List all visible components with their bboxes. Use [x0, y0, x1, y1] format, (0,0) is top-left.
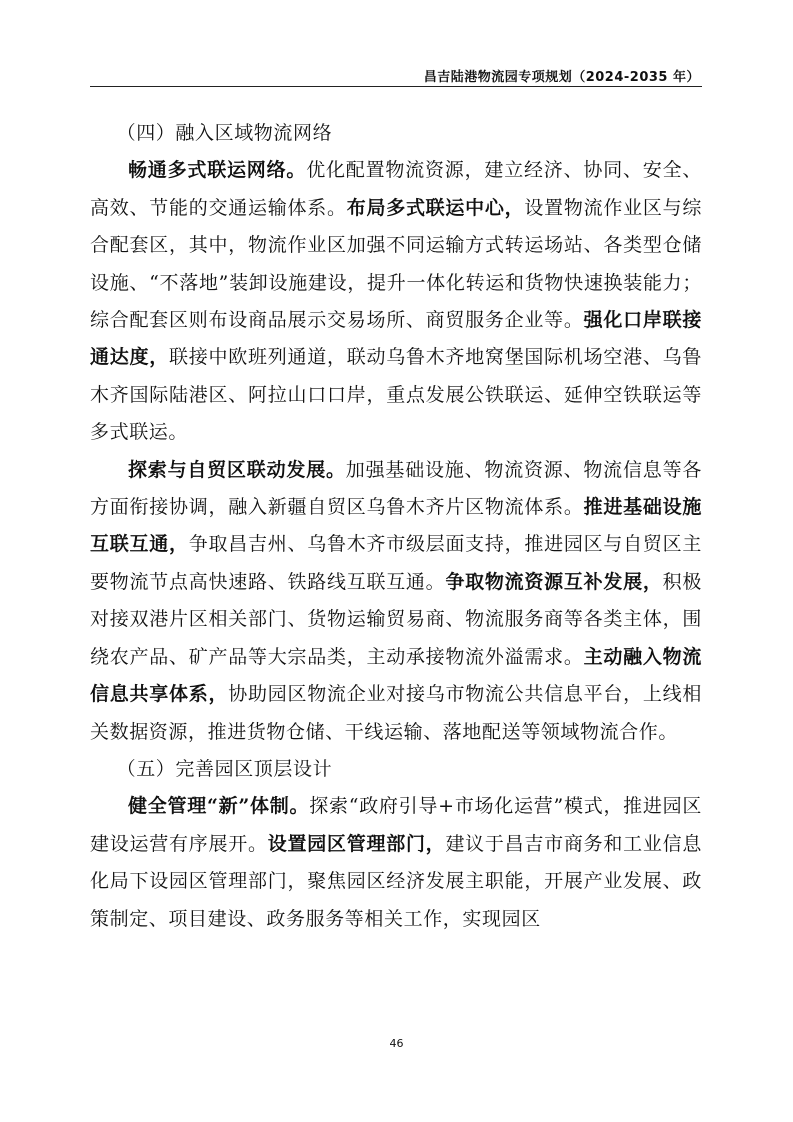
paragraph-free-trade-zone: [90, 452, 702, 751]
bold-lead: 畅通多式联运网络。: [128, 159, 307, 182]
body-text: 建议于昌吉市商务和工业信息化局下设园区管理部门，聚焦园区经济发展主职能，开展产业发展、政策制定、项目建设、政务服务等相关工作，实现园区: [90, 832, 702, 930]
bold-lead: 争取物流资源互补发展，: [445, 570, 663, 593]
body-text: 争取昌吉州、乌鲁木齐市级层面支持，推进园区与自贸区主要物流节点高快速路、铁路线互联互通。: [90, 533, 702, 593]
running-header: 昌吉陆港物流园专项规划（2024-2035 年）: [423, 70, 700, 85]
bold-lead: 探索与自贸区联动发展。: [128, 458, 346, 481]
bold-lead: 设置园区管理部门，: [267, 832, 446, 855]
body-text: 优化配置物流资源，建立经济、协同、安全、高效、节能的交通运输体系。: [90, 159, 702, 219]
body-text: 加强基础设施、物流资源、物流信息等各方面衔接协调，融入新疆自贸区乌鲁木齐片区物流体系。: [90, 458, 702, 519]
bold-lead: 健全管理“新”体制。: [128, 795, 310, 818]
document-body: [90, 115, 702, 938]
bold-lead: 推进基础设施互联互通，: [90, 496, 702, 556]
bold-lead: 强化口岸联接通达度，: [90, 309, 702, 369]
body-text: 联接中欧班列通道，联动乌鲁木齐地窝堡国际机场空港、乌鲁木齐国际陆港区、阿拉山口口岸，重点发展公铁联运、延伸空铁联运等多式联运。: [90, 346, 703, 444]
page-number: 46: [389, 1037, 404, 1050]
bold-lead: 布局多式联运中心，: [346, 196, 525, 219]
paragraph-management-system: [90, 788, 702, 938]
section-heading-5: （五）完善园区顶层设计: [116, 757, 333, 780]
body-text: 协助园区物流企业对接乌市物流公共信息平台，上线相关数据资源，推进货物仓储、干线运输、落地配送等领域物流合作。: [90, 683, 703, 743]
header-rule: [90, 86, 702, 87]
body-text: 探索“政府引导+市场化运营”模式，推进园区建设运营有序展开。: [90, 795, 703, 855]
section-heading-4: （四）融入区域物流网络: [116, 122, 333, 144]
body-text: 设置物流作业区与综合配套区，其中，物流作业区加强不同运输方式转运场站、各类型仓储设施、“不落地”装卸设施建设，提升一体化转运和货物快速换装能力；综合配套区则布设商品展示交易场所、商贸服务企业等。: [90, 196, 702, 332]
paragraph-multimodal-network: [90, 152, 702, 451]
body-text: 积极对接双港片区相关部门、货物运输贸易商、物流服务商等各类主体，围绕农产品、矿产品等大宗品类，主动承接物流外溢需求。: [90, 570, 703, 668]
bold-lead: 主动融入物流信息共享体系，: [90, 645, 702, 706]
